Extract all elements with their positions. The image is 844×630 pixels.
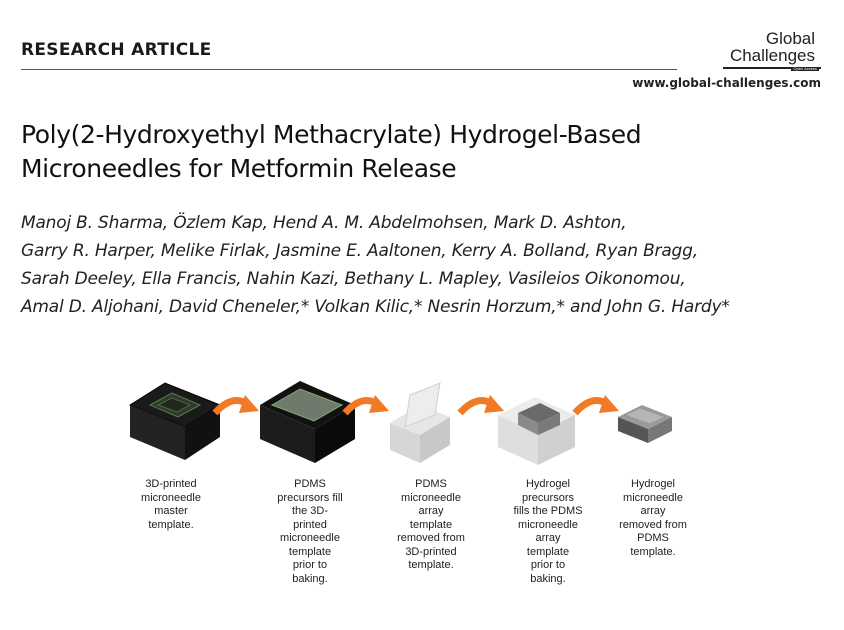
pdms-filled-template-graphic xyxy=(260,381,355,463)
article-title xyxy=(21,118,781,186)
title-line: Microneedles for Metformin Release xyxy=(21,154,457,183)
step-caption: 3D-printed microneedle master template. xyxy=(141,478,201,531)
logo-text-line1: Global xyxy=(765,29,815,48)
pdms-template-graphic xyxy=(390,383,450,463)
author-line: Sarah Deeley, Ella Francis, Nahin Kazi, Bethany L. Mapley, Vasileios Oikonomou, xyxy=(21,269,686,289)
title-line: Poly(2-Hydroxyethyl Methacrylate) Hydrogel-Based xyxy=(21,120,642,149)
journal-website-link[interactable]: www.global-challenges.com xyxy=(632,76,821,90)
author-line: Amal D. Aljohani, David Cheneler,* Volkan Kilic,* Nesrin Horzum,* and John G. Hardy* xyxy=(21,297,730,317)
logo-text-line2: Challenges xyxy=(729,46,815,65)
journal-logo[interactable] xyxy=(719,30,821,72)
fabrication-schematic xyxy=(120,375,720,605)
schematic-graphics xyxy=(120,375,720,475)
step-caption: Hydrogel precursors fills the PDMS microneedle array template prior to baking. xyxy=(513,478,583,585)
header-rule xyxy=(21,69,677,70)
author-line: Manoj B. Sharma, Özlem Kap, Hend A. M. Abdelmohsen, Mark D. Ashton, xyxy=(21,213,627,233)
master-template-graphic xyxy=(130,383,220,460)
author-line: Garry R. Harper, Melike Firlak, Jasmine E. Aaltonen, Kerry A. Bolland, Ryan Bragg, xyxy=(21,241,698,261)
author-list xyxy=(21,209,831,321)
hydrogel-filled-template-graphic xyxy=(498,397,575,465)
step-caption: PDMS precursors fill the 3D- printed microneedle template prior to baking. xyxy=(277,478,343,585)
step-caption: PDMS microneedle array template removed from 3D-printed template. xyxy=(397,478,465,571)
microneedle-array-graphic xyxy=(618,405,672,443)
logo-tag: Open Access xyxy=(793,66,817,71)
step-caption: Hydrogel microneedle array removed from PDMS template. xyxy=(619,478,687,558)
section-label: RESEARCH ARTICLE xyxy=(21,40,212,60)
